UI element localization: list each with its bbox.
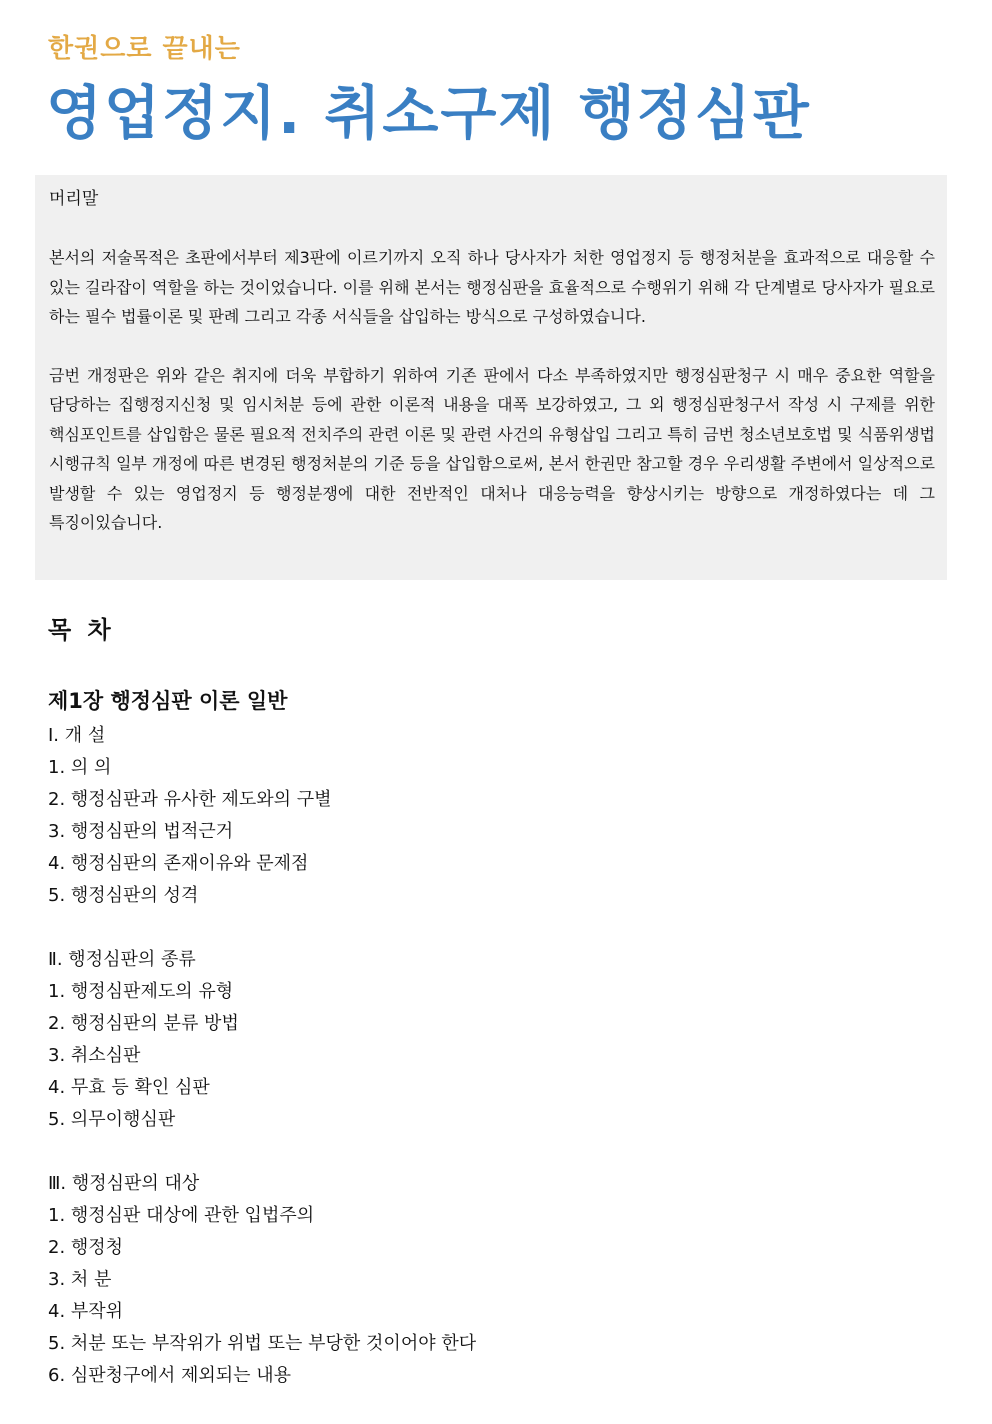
preface-paragraph-2: 금번 개정판은 위와 같은 취지에 더욱 부합하기 위하여 기존 판에서 다소 부족하였지만 행정심판청구 시 매우 중요한 역할을 담당하는 집행정지신청 및 임시처분 등에 관한 이론적 내용을 대폭 보강하였고, 그 외 행정심판청구서 작성 시 구제를 위한 핵심포인트를 삽입함은 물론 필요적 전치주의 관련 이론 및 관련 사건의 유형삽입 그리고 특히 금번 청소년보호법 및 식품위생법 시행규칙 일부 개정에 따른 변경된 행정처분의 기준 등을 삽입함으로써, 본서 한권만 참고할 경우 우리생활 주변에서 일상적으로 발생할 수 있는 영업정지 등 행정분쟁에 대한 전반적인 대처나 대응능력을 향상시키는 방향으로 개정하였다는 데 그 특징이있습니다. [49, 365, 935, 532]
table-of-contents [48, 684, 948, 1424]
toc-item: 2. 행정심판과 유사한 제도와의 구별 [48, 789, 332, 810]
toc-item: 5. 처분 또는 부작위가 위법 또는 부당한 것이어야 한다 [48, 1333, 477, 1354]
section-title: Ⅰ. 개 설 [48, 725, 106, 746]
toc-item: 5. 행정심판의 성격 [48, 885, 199, 906]
toc-item: 4. 부작위 [48, 1301, 124, 1322]
toc-item: 4. 행정심판의 존재이유와 문제점 [48, 853, 309, 874]
chapter-title: 제1장 행정심판 이론 일반 [48, 689, 288, 713]
preface-paragraph-1: 본서의 저술목적은 초판에서부터 제3판에 이르기까지 오직 하나 당사자가 처한 영업정지 등 행정처분을 효과적으로 대응할 수 있는 길라잡이 역할을 하는 것이었습니다. 이를 위해 본서는 행정심판을 효율적으로 수행위기 위해 각 단계별로 당사자가 필요로 하는 필수 법률이론 및 판례 그리고 각종 서식들을 삽입하는 방식으로 구성하였습니다. [49, 248, 935, 326]
section-title: Ⅱ. 행정심판의 종류 [48, 949, 196, 970]
preface-heading: 머리말 [49, 189, 99, 209]
toc-item: 3. 취소심판 [48, 1045, 141, 1066]
toc-heading: 목 차 [48, 616, 115, 644]
toc-item: 1. 행정심판제도의 유형 [48, 981, 234, 1002]
preface-box [35, 175, 947, 580]
section-title: Ⅲ. 행정심판의 대상 [48, 1173, 200, 1194]
toc-item: 1. 의 의 [48, 757, 112, 778]
book-title: 영업정지. 취소구제 행정심판 [46, 79, 811, 147]
toc-item: 3. 처 분 [48, 1269, 112, 1290]
toc-section-1 [48, 720, 948, 912]
toc-item: 1. 행정심판 대상에 관한 입법주의 [48, 1205, 315, 1226]
toc-section-2 [48, 944, 948, 1136]
toc-item: 4. 무효 등 확인 심판 [48, 1077, 210, 1098]
toc-section-3 [48, 1168, 948, 1392]
toc-item: 2. 행정청 [48, 1237, 124, 1258]
book-subtitle: 한권으로 끝내는 [48, 34, 241, 64]
toc-item: 2. 행정심판의 분류 방법 [48, 1013, 239, 1034]
toc-item: 3. 행정심판의 법적근거 [48, 821, 234, 842]
toc-item: 5. 의무이행심판 [48, 1109, 176, 1130]
toc-item: 6. 심판청구에서 제외되는 내용 [48, 1365, 291, 1386]
